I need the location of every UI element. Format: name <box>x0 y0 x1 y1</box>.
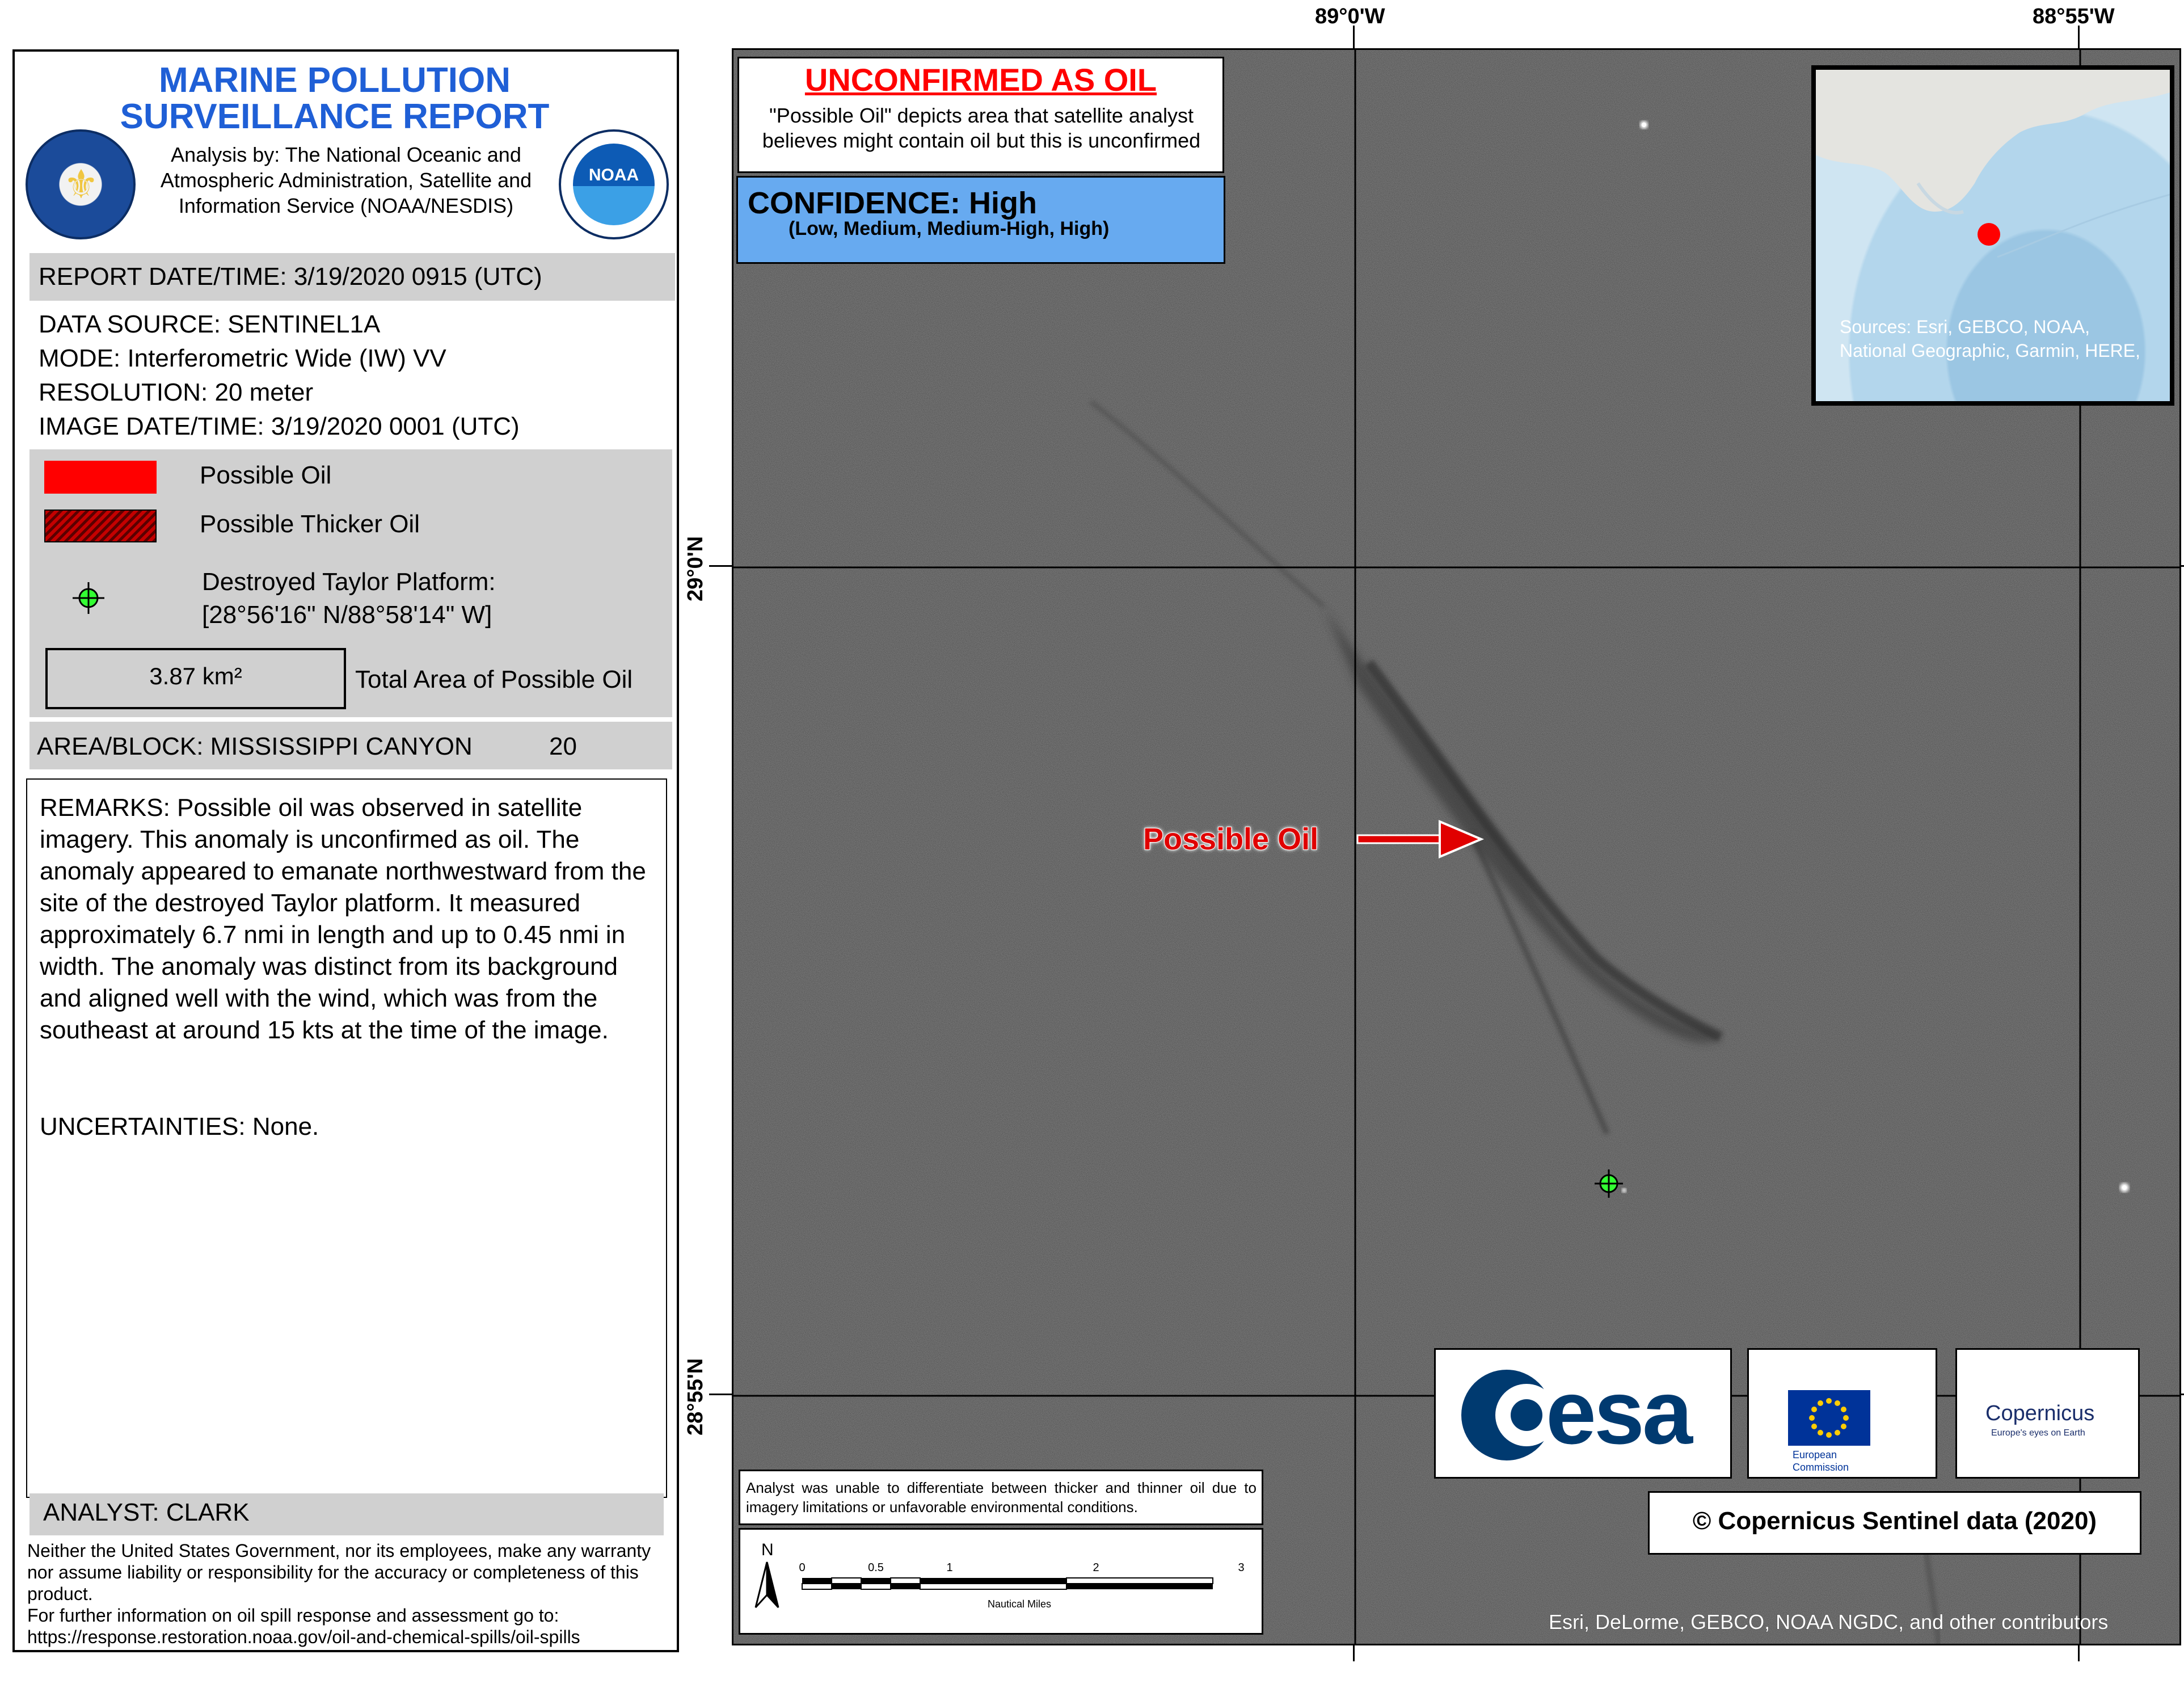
image-datetime: IMAGE DATE/TIME: 3/19/2020 0001 (UTC) <box>39 412 520 440</box>
unconfirmed-title: UNCONFIRMED AS OIL <box>804 62 1157 98</box>
data-source: DATA SOURCE: SENTINEL1A <box>39 310 381 338</box>
platform-crosshair-icon <box>71 581 106 615</box>
latitude-label-29n: 29°0'N <box>684 536 707 601</box>
uncertainties-text: UNCERTAINTIES: None. <box>40 1113 319 1140</box>
eagle-icon: ⚜ <box>63 162 99 207</box>
possible-oil-label: Possible Oil <box>1143 822 1319 856</box>
copyright-text: © Copernicus Sentinel data (2020) <box>1692 1507 2097 1535</box>
block-number: 20 <box>549 733 577 760</box>
eu-flag-icon <box>1788 1390 1870 1446</box>
scale-bar <box>739 1528 1263 1635</box>
disclaimer-text: Neither the United States Government, nor its employees, make any warranty nor assume liability or responsibility for the accuracy or completeness of this product. <box>27 1540 651 1604</box>
lon-tick-89-bottom <box>1353 1645 1355 1661</box>
report-title-line1: MARINE POLLUTION <box>159 61 511 100</box>
longitude-label-89w: 89°0'W <box>1315 5 1385 28</box>
lon-tick-8855 <box>2078 26 2080 48</box>
lat-tick-29 <box>709 565 732 567</box>
lat-tick-2855 <box>709 1394 732 1395</box>
lat-tick-2855-right <box>2181 1394 2184 1395</box>
scale-tick-0: 0 <box>799 1561 806 1574</box>
longitude-label-8855w: 88°55'W <box>2033 5 2115 28</box>
area-block: AREA/BLOCK: MISSISSIPPI CANYON <box>37 733 473 760</box>
possible-thicker-oil-swatch <box>44 510 157 542</box>
total-area-label: Total Area of Possible Oil <box>355 666 633 693</box>
european-commission-text <box>1793 1449 1849 1474</box>
noaa-logo-text: NOAA <box>588 166 639 184</box>
analyst-name: ANALYST: CLARK <box>43 1498 250 1526</box>
legend-platform-name: Destroyed Taylor Platform: <box>202 568 496 596</box>
lon-tick-8855-bottom <box>2078 1645 2080 1661</box>
shelf-edge <box>1997 195 2170 257</box>
further-info-text: For further information on oil spill response and assessment go to: <box>27 1605 559 1626</box>
legend-possible-oil: Possible Oil <box>200 461 332 489</box>
analyst-note: Analyst was unable to differentiate between thicker and thinner oil due to imagery limitations or unfavorable environmental conditions. <box>746 1479 1257 1516</box>
scale-tick-0-5: 0.5 <box>868 1561 884 1574</box>
total-area-value: 3.87 km² <box>149 663 242 689</box>
lon-tick-89 <box>1353 26 1355 48</box>
eu-stars-icon <box>1788 1390 1870 1446</box>
latitude-label-2855n: 28°55'N <box>684 1358 707 1436</box>
north-label: N <box>761 1540 774 1559</box>
copernicus-wordmark: Copernicus <box>1985 1401 2095 1425</box>
further-info-link[interactable]: https://response.restoration.noaa.gov/oil-and-chemical-spills/oil-spills <box>27 1627 580 1647</box>
resolution: RESOLUTION: 20 meter <box>39 378 314 406</box>
unconfirmed-note: "Possible Oil" depicts area that satellite analyst believes might contain oil but this is unconfirmed <box>762 104 1201 152</box>
scale-tick-3: 3 <box>1238 1561 1245 1574</box>
remarks-text: REMARKS: Possible oil was observed in satellite imagery. This anomaly is unconfirmed as oil. The anomaly appeared to emanate northwestward from the site of the destroyed Taylor platform. It measured approximately 6.7 nmi in length and up to 0.45 nmi in width. The anomaly was distinct from its background and aligned well with the wind, which was from the southeast at around 15 kts at the time of the image. <box>40 794 646 1044</box>
coastline-land <box>1816 70 2170 212</box>
legend-possible-thicker-oil: Possible Thicker Oil <box>200 510 420 538</box>
scale-tick-1: 1 <box>946 1561 953 1574</box>
analysis-by-text: Analysis by: The National Oceanic and Atmospheric Administration, Satellite and Information Service (NOAA/NESDIS) <box>160 143 532 217</box>
confidence-scale: (Low, Medium, Medium-High, High) <box>789 218 1110 239</box>
report-title-line2: SURVEILLANCE REPORT <box>120 97 550 136</box>
scale-unit: Nautical Miles <box>987 1598 1052 1610</box>
inset-sources: Sources: Esri, GEBCO, NOAA, National Geographic, Garmin, HERE, <box>1840 317 2140 361</box>
lat-tick-29-right <box>2181 565 2184 567</box>
esri-credit: Esri, DeLorme, GEBCO, NOAA NGDC, and other contributors <box>1549 1610 2109 1634</box>
location-dot <box>1978 223 2000 246</box>
ec-line1: European <box>1793 1449 1837 1460</box>
copernicus-tagline: Europe's eyes on Earth <box>1991 1428 2085 1438</box>
disclaimer <box>27 1540 674 1648</box>
possible-oil-swatch <box>44 461 157 494</box>
imaging-mode: MODE: Interferometric Wide (IW) VV <box>39 344 446 372</box>
legend-platform-coords: [28°56'16" N/88°58'14" W] <box>202 601 492 629</box>
scale-tick-2: 2 <box>1093 1561 1099 1574</box>
scale-bar-segments <box>802 1578 1213 1589</box>
esa-wordmark: esa <box>1546 1361 1690 1463</box>
north-arrow-icon <box>756 1562 767 1607</box>
confidence-level: CONFIDENCE: High <box>748 186 1037 220</box>
report-datetime: REPORT DATE/TIME: 3/19/2020 0915 (UTC) <box>39 263 542 291</box>
ec-line2: Commission <box>1793 1462 1849 1473</box>
